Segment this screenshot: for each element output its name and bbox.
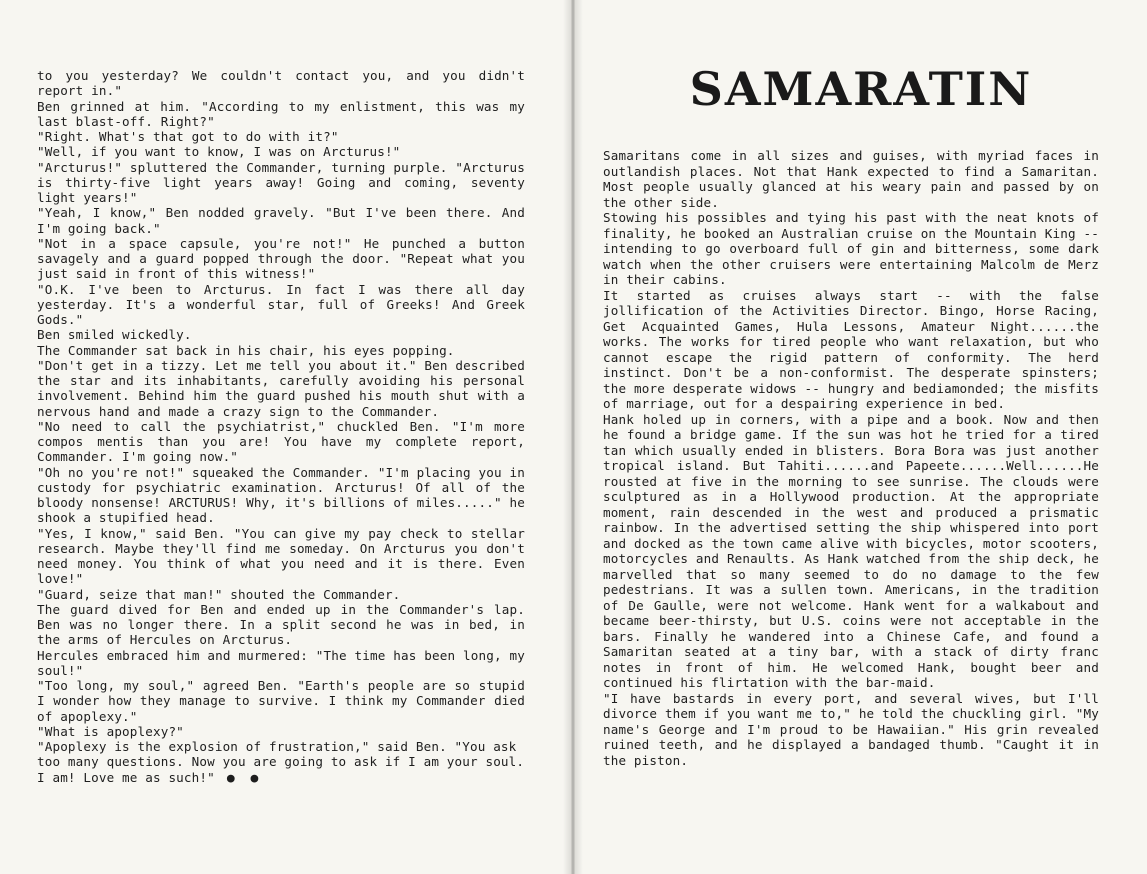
right-page-text <box>603 148 1099 768</box>
book-gutter <box>563 0 583 874</box>
end-of-story-mark: ● ● <box>226 770 263 786</box>
paragraph: Ben grinned at him. "According to my enlistment, this was my last blast-off. Right?" <box>37 98 525 129</box>
paragraph: Samaritans come in all sizes and guises, with myriad faces in outlandish places. Not that Hank expected to find a Samaritan. Most people usually glanced at his weary pain and passed by on the other side. <box>603 148 1099 210</box>
paragraph: "Too long, my soul," agreed Ben. "Earth's people are so stupid I wonder how they manage to survive. I think my Commander died of apoplexy." <box>37 678 525 724</box>
paragraph: "Don't get in a tizzy. Let me tell you about it." Ben described the star and its inhabitants, carefully avoiding his personal involvement. Behind him the guard pushed his mouth shut with a nervous hand and made a crazy sign to the Commander. <box>37 357 525 419</box>
paragraph: Hank holed up in corners, with a pipe and a book. Now and then he found a bridge game. If the sun was hot he tried for a tired tan which usually ended in blisters. Bora Bora was just another tropical island. But Tahiti......and Papeete......Well......He rousted at five in the morning to see sunrise. The clouds were sculptured as in a Hollywood production. At the appropriate moment, rain descended in the west and produced a prismatic rainbow. In the advertised setting the ship whispered into port and docked as the town came alive with bicycles, motor scooters, motorcycles and Renaults. As Hank watched from the ship deck, he marvelled that so many seemed to do no damage to the few pedestrians. It was a sullen town. Americans, in the tradition of De Gaulle, were not welcome. Hank went for a walkabout and became beer-thirsty, but U.S. coins were not acceptable in the bars. Finally he wandered into a Chinese Cafe, and found a Samaritan seated at a tiny bar, with a stack of dirty franc notes in front of him. He welcomed Hank, bought beer and continued his flirtation with the bar-maid. <box>603 411 1099 690</box>
paragraph: "Not in a space capsule, you're not!" He punched a button savagely and a guard popped through the door. "Repeat what you just said in front of this witness!" <box>37 235 525 282</box>
paragraph: The Commander sat back in his chair, his eyes popping. <box>37 342 455 358</box>
final-paragraph <box>37 739 525 786</box>
paragraph: "Arcturus!" spluttered the Commander, turning purple. "Arcturus is thirty-five light years away! Going and coming, seventy light years!" <box>37 159 525 205</box>
paragraph: "Yes, I know," said Ben. "You can give my pay check to stellar research. Maybe they'll find me someday. On Arcturus you don't need money. You think of what you need and it is there. Even love!" <box>37 525 525 587</box>
paragraph: "Right. What's that got to do with it?" <box>37 129 339 144</box>
left-page-text <box>37 68 525 786</box>
paragraph: "Well, if you want to know, I was on Arcturus!" <box>37 144 401 160</box>
paragraph: "O.K. I've been to Arcturus. In fact I was there all day yesterday. It's a wonderful star, full of Greeks! And Greek Gods." <box>37 281 525 327</box>
paragraph: "I have bastards in every port, and several wives, but I'll divorce them if you want me to," he told the chuckling girl. "My name's George and I'm proud to be Hawaiian." His grin revealed ruined teeth, and he displayed a bandaged thumb. "Caught it in the piston. <box>603 690 1099 768</box>
paragraph: Stowing his possibles and tying his past with the neat knots of finality, he booked an Australian cruise on the Mountain King -- intending to go overboard full of gin and bitterness, some dark watch when the other cruisers were entertaining Malcolm de Merz in their cabins. <box>603 210 1099 287</box>
story-title: SAMARATIN <box>689 62 1033 116</box>
paragraph: Ben smiled wickedly. <box>37 327 192 343</box>
paragraph: "Yeah, I know," Ben nodded gravely. "But I've been there. And I'm going back." <box>37 205 525 236</box>
paragraph: "No need to call the psychiatrist," chuckled Ben. "I'm more compos mentis than you are! You have my complete report, Commander. I'm going now." <box>37 418 525 465</box>
paragraph-text: "Apoplexy is the explosion of frustration," said Ben. "You ask too many questions. Now you are going to ask if I am your soul. I am! Love me as such!" <box>37 739 525 785</box>
paragraph: "What is apoplexy?" <box>37 723 184 739</box>
right-page <box>575 0 1147 874</box>
paragraph: The guard dived for Ben and ended up in the Commander's lap. Ben was no longer there. In a split second he was in bed, in the arms of Hercules on Arcturus. <box>37 601 525 648</box>
paragraph: to you yesterday? We couldn't contact you, and you didn't report in." <box>37 68 525 99</box>
left-page <box>0 0 571 874</box>
paragraph: "Oh no you're not!" squeaked the Commander. "I'm placing you in custody for psychiatric examination. Arcturus! Of all of the bloody nonsense! ARCTURUS! Why, it's billions of miles....." he shook a stupified head. <box>37 464 525 526</box>
paragraph: "Guard, seize that man!" shouted the Commander. <box>37 586 401 602</box>
paragraph: Hercules embraced him and murmered: "The time has been long, my soul!" <box>37 647 525 678</box>
paragraph: It started as cruises always start -- with the false jollification of the Activities Director. Bingo, Horse Racing, Get Acquainted Games, Hula Lessons, Amateur Night......the works. The works for tired people who want relaxation, but who cannot escape the rigid pattern of conformity. The herd instinct. Don't be a non-conformist. The desperate spinsters; the more desperate widows -- hungry and bediamonded; the misfits of marriage, out for a despairing experience in bed. <box>603 287 1099 411</box>
